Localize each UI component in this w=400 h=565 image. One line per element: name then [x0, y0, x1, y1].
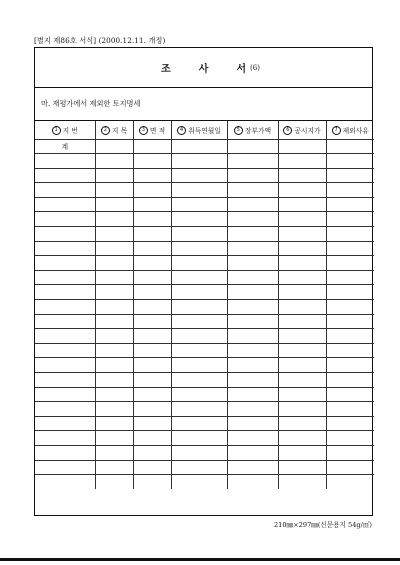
total-row	[35, 139, 374, 154]
table-cell[interactable]	[171, 373, 227, 388]
table-cell[interactable]	[278, 475, 326, 490]
table-cell[interactable]	[95, 197, 133, 212]
table-cell[interactable]	[133, 300, 171, 315]
table-cell[interactable]	[326, 402, 374, 417]
table-cell[interactable]	[133, 168, 171, 183]
table-row	[35, 212, 374, 227]
table-cell[interactable]	[326, 212, 374, 227]
table-cell[interactable]	[278, 314, 326, 329]
table-cell[interactable]	[171, 445, 227, 460]
table-cell[interactable]	[95, 358, 133, 373]
table-cell[interactable]	[95, 183, 133, 198]
table-cell[interactable]	[171, 139, 227, 154]
table-cell[interactable]	[227, 445, 278, 460]
table-cell[interactable]	[133, 416, 171, 431]
table-cell[interactable]	[95, 445, 133, 460]
table-cell[interactable]	[133, 445, 171, 460]
table-cell[interactable]	[35, 387, 95, 402]
table-row	[35, 241, 374, 256]
table-cell[interactable]	[227, 343, 278, 358]
title-char: 사	[198, 64, 209, 75]
table-cell[interactable]	[171, 212, 227, 227]
table-cell[interactable]	[227, 285, 278, 300]
table-cell[interactable]	[95, 241, 133, 256]
table-cell[interactable]	[227, 183, 278, 198]
table-cell[interactable]	[95, 139, 133, 154]
table-cell[interactable]	[171, 475, 227, 490]
table-cell[interactable]	[326, 431, 374, 446]
table-cell[interactable]	[326, 358, 374, 373]
table-cell[interactable]	[171, 154, 227, 169]
table-row	[35, 168, 374, 183]
table-cell[interactable]	[171, 300, 227, 315]
table-cell[interactable]	[95, 373, 133, 388]
table-cell[interactable]	[95, 343, 133, 358]
table-cell[interactable]	[35, 154, 95, 169]
table-cell[interactable]	[278, 460, 326, 475]
table-cell[interactable]	[278, 183, 326, 198]
table-cell[interactable]	[227, 460, 278, 475]
table-cell[interactable]	[35, 270, 95, 285]
table-cell[interactable]	[326, 387, 374, 402]
table-cell[interactable]	[35, 241, 95, 256]
table-cell[interactable]	[171, 168, 227, 183]
table-cell[interactable]	[133, 431, 171, 446]
table-cell[interactable]	[278, 343, 326, 358]
column-label: 공시지가	[294, 126, 321, 135]
table-cell[interactable]	[278, 300, 326, 315]
table-cell[interactable]	[326, 256, 374, 271]
table-cell[interactable]	[326, 416, 374, 431]
table-cell[interactable]	[133, 197, 171, 212]
table-cell[interactable]	[278, 387, 326, 402]
table-cell[interactable]	[35, 300, 95, 315]
table-cell[interactable]	[326, 285, 374, 300]
table-cell[interactable]	[326, 475, 374, 490]
table-cell[interactable]	[278, 358, 326, 373]
table-cell[interactable]	[95, 154, 133, 169]
table-cell[interactable]	[171, 416, 227, 431]
column-label: 지 목	[111, 126, 128, 135]
circled-number: 2	[101, 126, 110, 135]
table-cell[interactable]	[35, 460, 95, 475]
table-row	[35, 256, 374, 271]
table-cell[interactable]	[133, 270, 171, 285]
table-cell[interactable]	[95, 402, 133, 417]
column-label: 지 번	[62, 126, 78, 135]
table-cell[interactable]	[95, 168, 133, 183]
circled-number: 6	[283, 126, 292, 135]
table-cell[interactable]	[326, 460, 374, 475]
table-cell[interactable]	[133, 285, 171, 300]
table-cell[interactable]	[133, 139, 171, 154]
table-cell[interactable]	[227, 168, 278, 183]
table-cell[interactable]	[171, 460, 227, 475]
table-cell[interactable]	[227, 139, 278, 154]
paper-spec-note: 210㎜×297㎜(신문용지 54g/㎡)	[273, 521, 372, 529]
table-row	[35, 387, 374, 402]
table-cell[interactable]	[95, 270, 133, 285]
table-cell[interactable]	[35, 314, 95, 329]
form-box	[34, 47, 373, 516]
table-row	[35, 343, 374, 358]
table-row	[35, 197, 374, 212]
table-cell[interactable]	[171, 183, 227, 198]
table-cell[interactable]	[35, 373, 95, 388]
title-char: 서	[236, 64, 247, 75]
table-cell[interactable]	[326, 139, 374, 154]
table-cell[interactable]	[278, 285, 326, 300]
table-cell[interactable]	[95, 431, 133, 446]
table-cell[interactable]	[278, 373, 326, 388]
column-header-exclusion-reason	[326, 121, 374, 139]
table-cell[interactable]	[326, 168, 374, 183]
table-cell[interactable]	[133, 227, 171, 242]
total-label: 계	[35, 139, 95, 154]
table-cell[interactable]	[278, 197, 326, 212]
table-cell[interactable]	[133, 387, 171, 402]
land-detail-table	[35, 121, 374, 489]
table-header-row	[35, 121, 374, 139]
table-cell[interactable]	[278, 212, 326, 227]
circled-number: 7	[332, 126, 341, 135]
table-cell[interactable]	[171, 343, 227, 358]
table-cell[interactable]	[171, 314, 227, 329]
table-cell[interactable]	[326, 314, 374, 329]
circled-number: 1	[52, 126, 61, 135]
table-row	[35, 270, 374, 285]
table-cell[interactable]	[35, 256, 95, 271]
table-row	[35, 285, 374, 300]
table-cell[interactable]	[35, 358, 95, 373]
table-cell[interactable]	[227, 300, 278, 315]
table-cell[interactable]	[278, 431, 326, 446]
table-cell[interactable]	[171, 256, 227, 271]
title-number: (6)	[250, 63, 260, 72]
table-row	[35, 445, 374, 460]
table-cell[interactable]	[95, 475, 133, 490]
table-cell[interactable]	[227, 227, 278, 242]
table-cell[interactable]	[326, 373, 374, 388]
table-cell[interactable]	[35, 416, 95, 431]
table-cell[interactable]	[326, 343, 374, 358]
table-cell[interactable]	[171, 329, 227, 344]
table-cell[interactable]	[227, 270, 278, 285]
table-cell[interactable]	[95, 212, 133, 227]
table-cell[interactable]	[95, 387, 133, 402]
table-cell[interactable]	[326, 329, 374, 344]
table-cell[interactable]	[133, 475, 171, 490]
circled-number: 4	[177, 126, 186, 135]
table-cell[interactable]	[326, 270, 374, 285]
table-cell[interactable]	[326, 197, 374, 212]
section-subtitle	[35, 88, 372, 121]
table-cell[interactable]	[326, 445, 374, 460]
table-cell[interactable]	[326, 300, 374, 315]
table-cell[interactable]	[227, 256, 278, 271]
table-cell[interactable]	[278, 168, 326, 183]
table-cell[interactable]	[278, 154, 326, 169]
table-cell[interactable]	[171, 431, 227, 446]
title-char: 조	[161, 64, 171, 75]
table-cell[interactable]	[326, 227, 374, 242]
table-cell[interactable]	[95, 300, 133, 315]
section-subtitle-text: 마. 재평가에서 제외한 토지명세	[41, 99, 141, 108]
table-cell[interactable]	[95, 314, 133, 329]
form-header-note: [별지 제86호 서식] (2000.12.11. 개정)	[34, 36, 166, 45]
column-label: 취득연월일	[188, 126, 221, 135]
table-cell[interactable]	[35, 168, 95, 183]
table-cell[interactable]	[227, 402, 278, 417]
table-cell[interactable]	[326, 183, 374, 198]
table-cell[interactable]	[35, 329, 95, 344]
column-header-acquisition-date	[171, 121, 227, 139]
table-row	[35, 460, 374, 475]
table-cell[interactable]	[227, 329, 278, 344]
table-cell[interactable]	[35, 445, 95, 460]
table-cell[interactable]	[227, 387, 278, 402]
table-row	[35, 358, 374, 373]
table-cell[interactable]	[171, 285, 227, 300]
table-row	[35, 300, 374, 315]
table-cell[interactable]	[95, 460, 133, 475]
table-cell[interactable]	[133, 212, 171, 227]
column-label: 장부가액	[244, 126, 272, 135]
table-cell[interactable]	[35, 212, 95, 227]
table-cell[interactable]	[95, 227, 133, 242]
table-row	[35, 329, 374, 344]
table-cell[interactable]	[227, 314, 278, 329]
table-cell[interactable]	[133, 358, 171, 373]
table-row	[35, 373, 374, 388]
table-cell[interactable]	[227, 431, 278, 446]
table-cell[interactable]	[227, 373, 278, 388]
table-row	[35, 314, 374, 329]
table-cell[interactable]	[171, 387, 227, 402]
table-cell[interactable]	[227, 154, 278, 169]
table-cell[interactable]	[95, 329, 133, 344]
column-label: 면 적	[149, 126, 166, 135]
table-cell[interactable]	[35, 343, 95, 358]
table-cell[interactable]	[278, 227, 326, 242]
table-row	[35, 183, 374, 198]
column-label: 제외사유	[342, 126, 369, 135]
table-row	[35, 154, 374, 169]
table-row	[35, 431, 374, 446]
table-cell[interactable]	[326, 154, 374, 169]
table-cell[interactable]	[133, 154, 171, 169]
table-cell[interactable]	[35, 285, 95, 300]
table-cell[interactable]	[227, 197, 278, 212]
table-cell[interactable]	[35, 197, 95, 212]
table-row	[35, 416, 374, 431]
column-header-lot-number	[35, 121, 95, 139]
table-cell[interactable]	[171, 402, 227, 417]
table-cell[interactable]	[35, 227, 95, 242]
table-cell[interactable]	[35, 183, 95, 198]
table-cell[interactable]	[171, 197, 227, 212]
table-cell[interactable]	[95, 256, 133, 271]
table-cell[interactable]	[278, 402, 326, 417]
table-cell[interactable]	[35, 402, 95, 417]
table-cell[interactable]	[133, 256, 171, 271]
table-cell[interactable]	[133, 460, 171, 475]
title-row	[35, 48, 372, 88]
table-cell[interactable]	[278, 329, 326, 344]
column-header-land-category	[95, 121, 133, 139]
table-cell[interactable]	[133, 343, 171, 358]
table-row	[35, 402, 374, 417]
table-cell[interactable]	[171, 227, 227, 242]
table-cell[interactable]	[278, 241, 326, 256]
table-cell[interactable]	[278, 256, 326, 271]
table-cell[interactable]	[278, 416, 326, 431]
table-cell[interactable]	[278, 270, 326, 285]
table-cell[interactable]	[227, 212, 278, 227]
table-cell[interactable]	[95, 285, 133, 300]
page-bottom-border	[0, 558, 400, 561]
table-cell[interactable]	[227, 416, 278, 431]
table-row	[35, 475, 374, 490]
table-cell[interactable]	[227, 241, 278, 256]
column-header-area	[133, 121, 171, 139]
table-cell[interactable]	[35, 475, 95, 490]
table-cell[interactable]	[133, 329, 171, 344]
table-cell[interactable]	[171, 241, 227, 256]
circled-number: 5	[234, 126, 243, 135]
table-cell[interactable]	[326, 241, 374, 256]
table-cell[interactable]	[133, 402, 171, 417]
table-cell[interactable]	[227, 358, 278, 373]
table-cell[interactable]	[227, 475, 278, 490]
table-cell[interactable]	[133, 314, 171, 329]
table-cell[interactable]	[133, 183, 171, 198]
table-cell[interactable]	[133, 241, 171, 256]
table-cell[interactable]	[171, 358, 227, 373]
column-header-official-land-price	[278, 121, 326, 139]
table-cell[interactable]	[133, 373, 171, 388]
table-row	[35, 227, 374, 242]
circled-number: 3	[139, 126, 148, 135]
table-cell[interactable]	[278, 445, 326, 460]
table-cell[interactable]	[95, 416, 133, 431]
table-cell[interactable]	[171, 270, 227, 285]
column-header-book-value	[227, 121, 278, 139]
table-cell[interactable]	[278, 139, 326, 154]
table-cell[interactable]	[35, 431, 95, 446]
